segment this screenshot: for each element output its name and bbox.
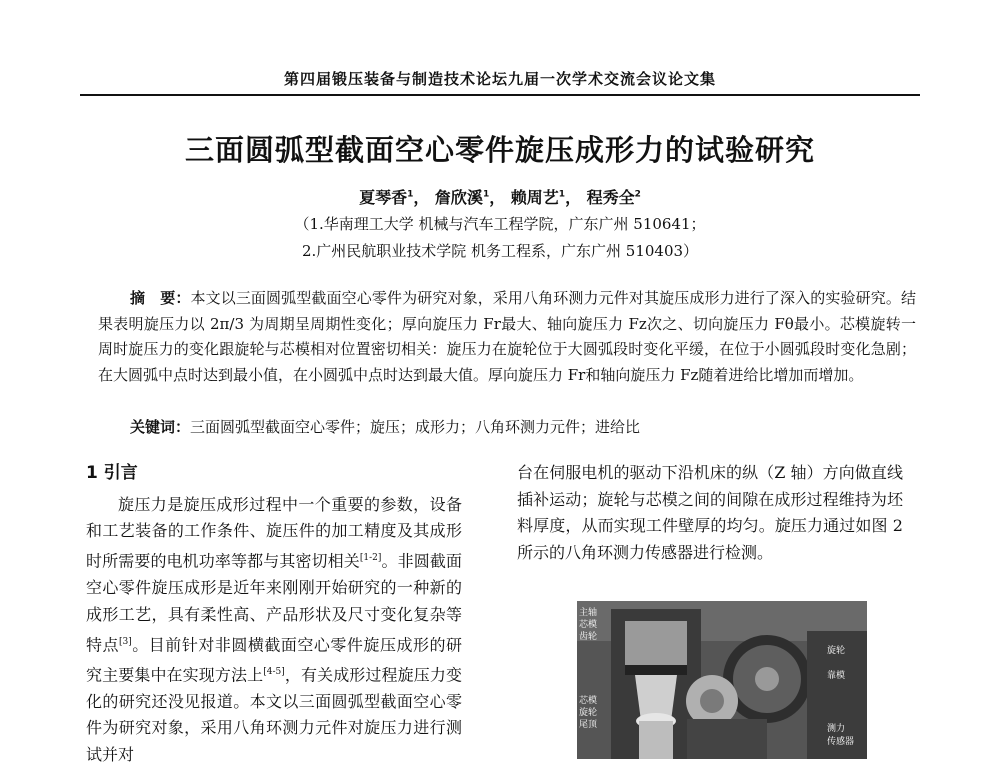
- abstract-label: 摘 要：: [130, 289, 191, 307]
- citation: [4-5]: [263, 666, 285, 677]
- photo-label: 主轴: [579, 608, 598, 618]
- photo-labels-left: [579, 607, 597, 731]
- photo-label: 测力: [827, 724, 846, 734]
- photo-label: 旋轮: [579, 708, 598, 718]
- apparatus-photo: [577, 601, 867, 759]
- photo-label: 芯模: [579, 620, 598, 630]
- citation: [3]: [119, 636, 132, 647]
- author-name: 程秀全: [586, 188, 635, 207]
- right-column: [517, 460, 903, 567]
- author-affil-mark: 1: [482, 189, 490, 200]
- intro-paragraph: [86, 492, 462, 769]
- keywords-label: 关键词：: [130, 418, 191, 436]
- author-affil-mark: 2: [634, 189, 641, 200]
- abstract-text: 本文以三面圆弧型截面空心零件为研究对象，采用八角环测力元件对其旋压成形力进行了深入的实验研究。结果表明旋压力以 2π/3 为周期呈周期性变化；厚向旋压力 Fr最大、轴向旋压力 Fz次之、切向旋压力 Fθ最小。芯模旋转一周时旋压力的变化跟旋轮与芯模相对位置密切相关：旋压力在旋轮位于大圆弧段时变化平缓，在位于小圆弧段时变化急剧；在大圆弧中点时达到最小值，在小圆弧中点时达到最大值。厚向旋压力 Fr和轴向旋压力 Fz随着进给比增加而增加。: [98, 289, 916, 384]
- running-head: 第四届锻压装备与制造技术论坛九届一次学术交流会议论文集: [283, 70, 716, 88]
- photo-labels-right: [827, 645, 854, 749]
- photo-label: 尾顶: [579, 720, 598, 730]
- intro-text: 旋压力是旋压成形过程中一个重要的参数，设备和工艺装备的工作条件、旋压件的加工精度及其成形时所需要的电机功率等都与其密切相关: [86, 494, 462, 571]
- photo-label: 齿轮: [579, 632, 598, 642]
- intro-text: ，有关成形过程旋压力变化的研究还没见报道。本文以三面圆弧型截面空心零件为研究对象，采用八角环测力元件对旋压力进行测试并对: [86, 664, 462, 765]
- citation: [1-2]: [359, 553, 382, 564]
- author-name: 夏琴香: [359, 188, 408, 207]
- keywords: [130, 416, 640, 437]
- apparatus-illustration: [577, 601, 867, 759]
- intro-text: 。目前针对非圆横截面空心零件旋压成形的研究主要集中在实现方法上: [86, 634, 462, 684]
- abstract: [98, 286, 916, 388]
- photo-label: 靠模: [827, 671, 846, 681]
- paper-title: 三面圆弧型截面空心零件旋压成形力的试验研究: [184, 133, 815, 167]
- author-affil-mark: 1: [558, 189, 566, 200]
- header-rule: [80, 94, 920, 96]
- author-name: 詹欣溪: [434, 188, 483, 207]
- author-affil-mark: 1: [407, 189, 414, 200]
- photo-label: 旋轮: [827, 646, 846, 656]
- affiliation-line: （1.华南理工大学 机械与汽车工程学院，广东广州 510641；: [294, 215, 706, 233]
- body-paragraph: 台在伺服电机的驱动下沿机床的纵（Z 轴）方向做直线插补运动；旋轮与芯模之间的间隙在成形过程维持为坯料厚度，从而实现工件壁厚的均匀。旋压力通过如图 2 所示的八角环测力传感器进行检测。: [517, 463, 903, 563]
- intro-text: 。非圆截面空心零件旋压成形是近年来刚刚开始研究的一种新的成形工艺，具有柔性高、产品形状及尺寸变化复杂等特点: [86, 551, 462, 654]
- affiliation-line: 2.广州民航职业技术学院 机务工程系，广东广州 510403）: [301, 242, 699, 260]
- photo-label: 传感器: [827, 737, 855, 747]
- author-name: 赖周艺: [510, 188, 559, 207]
- author-list: 夏琴香$^1$， 詹欣溪$^1$， 赖周艺$^1$， 程秀全$^2$: [359, 188, 641, 207]
- left-column: [86, 460, 462, 769]
- photo-label: 芯模: [579, 696, 598, 706]
- section-heading: 1 引言: [86, 463, 138, 483]
- keywords-text: 三面圆弧型截面空心零件；旋压；成形力；八角环测力元件；进给比: [190, 418, 641, 436]
